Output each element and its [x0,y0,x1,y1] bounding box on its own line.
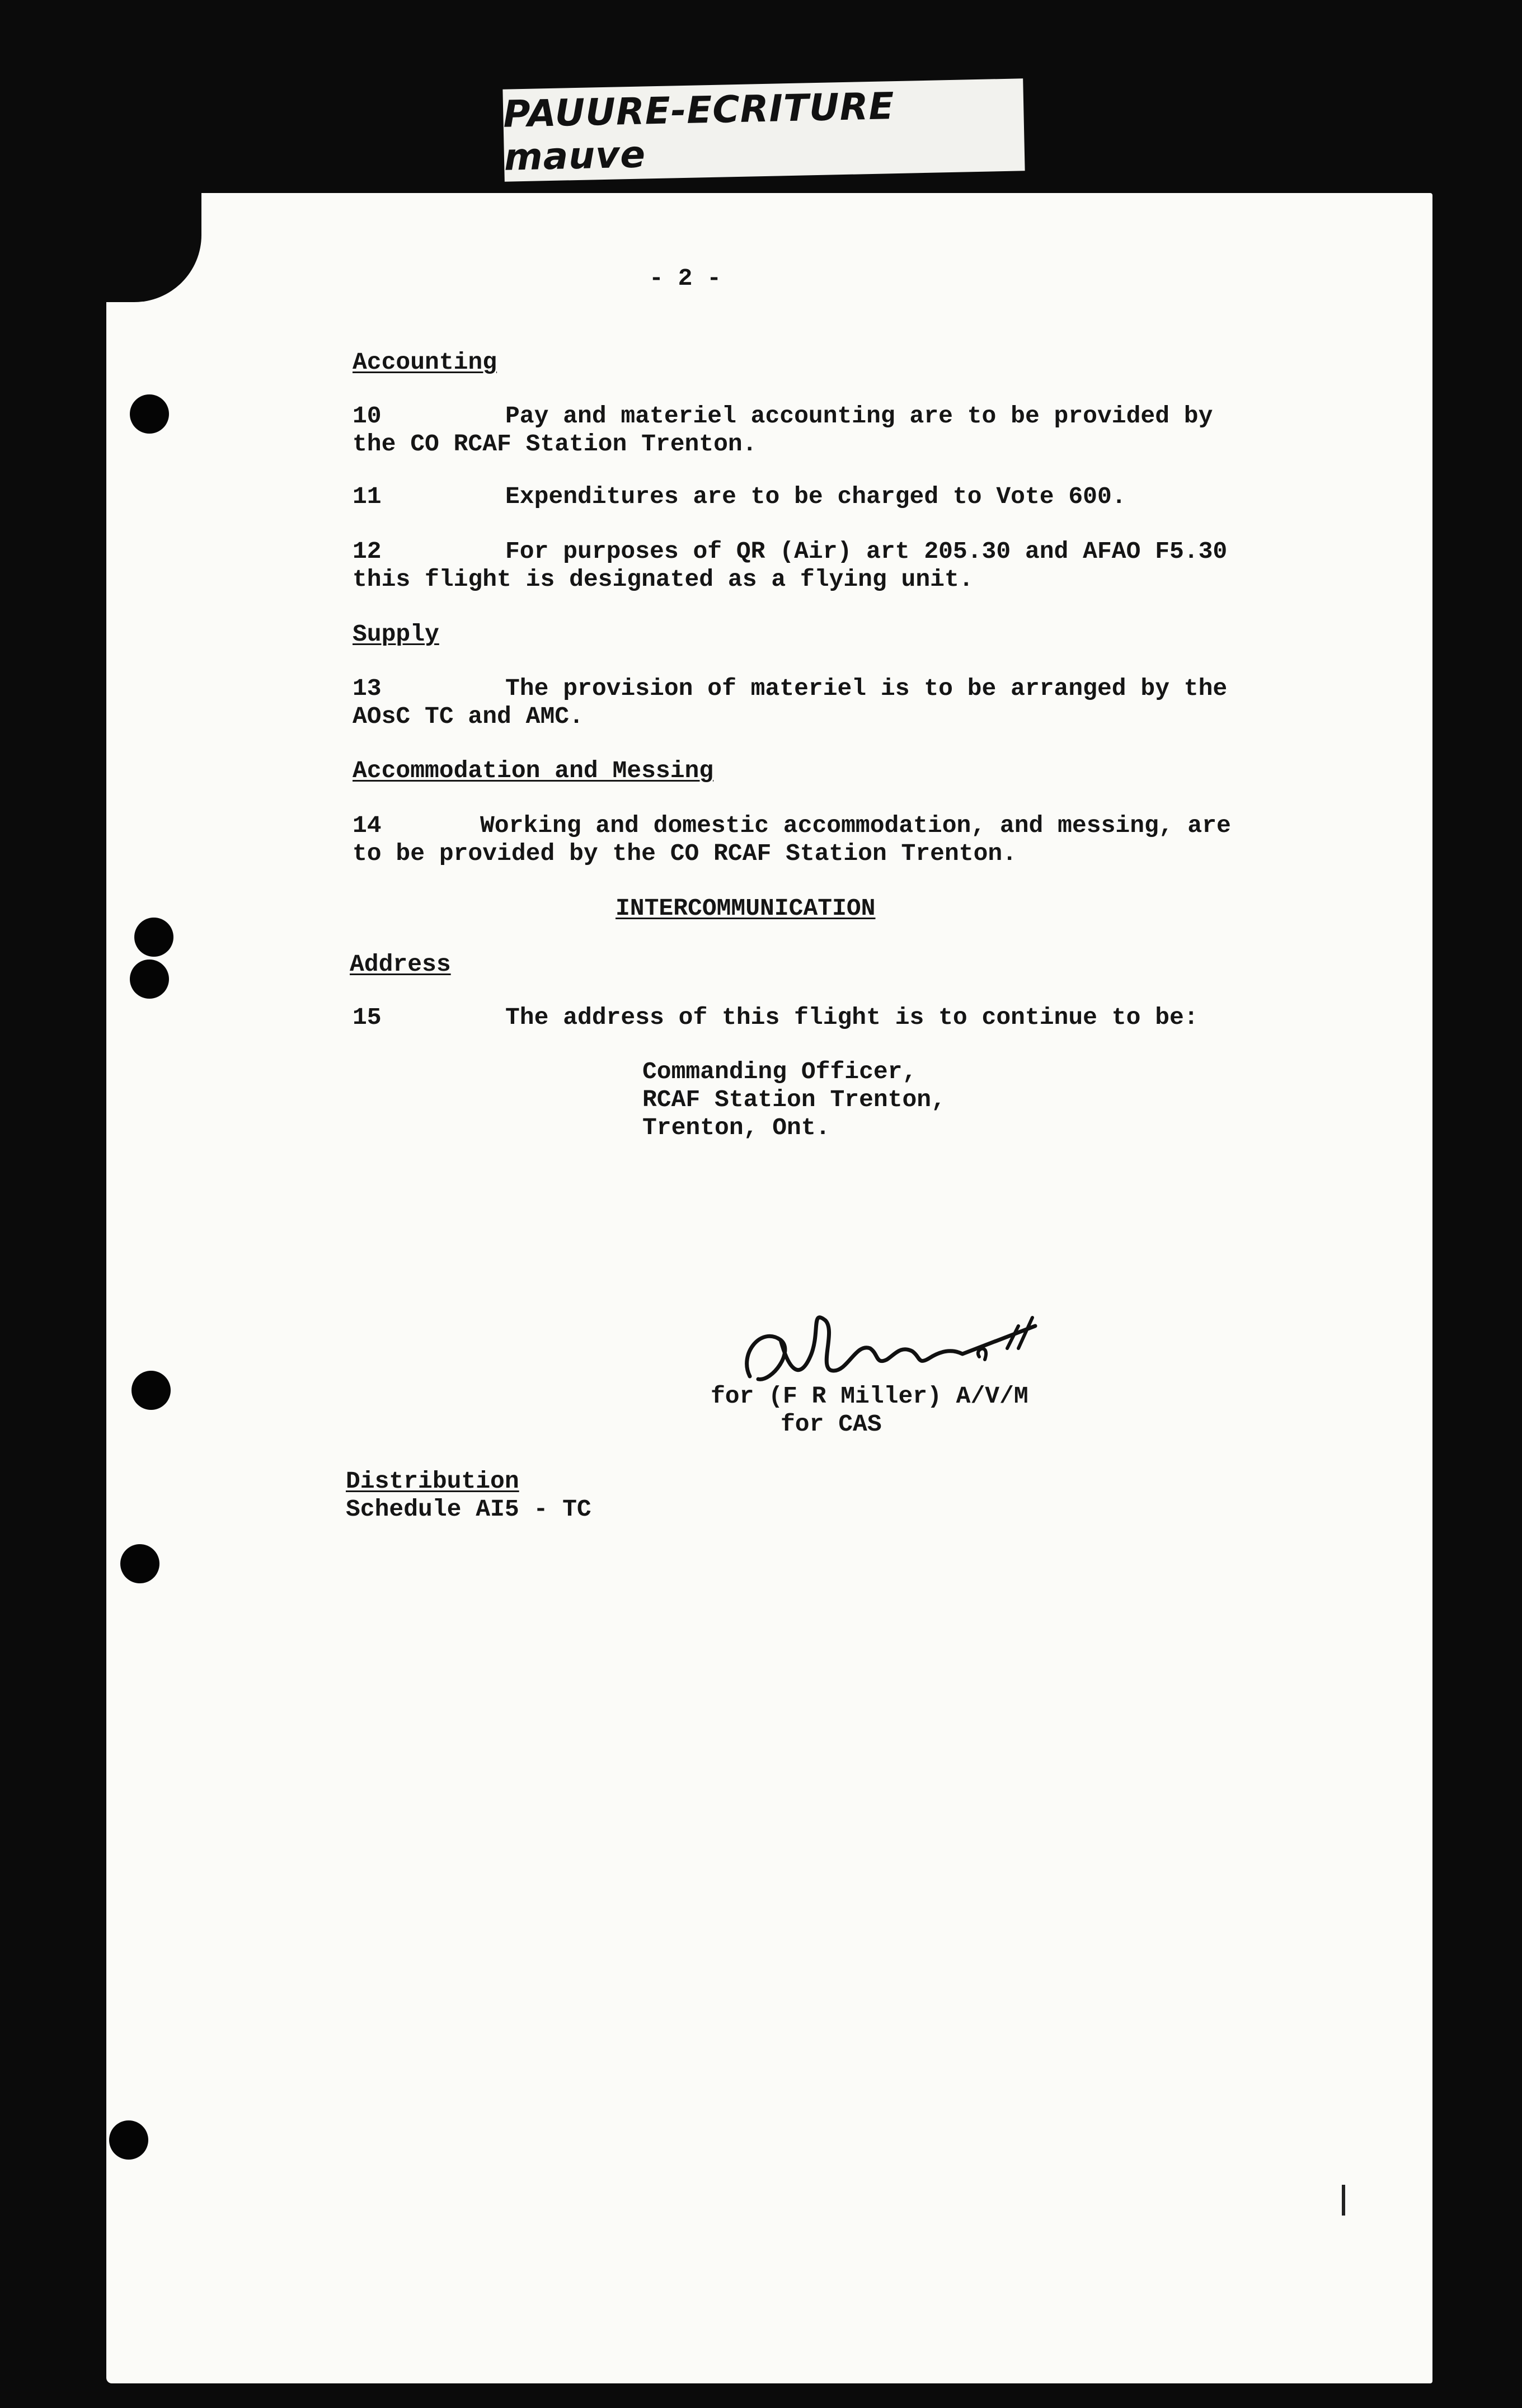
punch-hole [134,918,173,957]
para-10-number: 10 [353,402,382,430]
para-10-line2: the CO RCAF Station Trenton. [353,430,757,458]
heading-accommodation: Accommodation and Messing [353,757,714,784]
para-13-line2: AOsC TC and AMC. [353,703,584,730]
para-13-line1: The provision of materiel is to be arranged by the [505,675,1228,702]
heading-address: Address [350,951,451,978]
archive-label-text: PAUURE-ECRITURE mauve [502,84,895,179]
distribution-line: Schedule AI5 - TC [346,1495,591,1523]
punch-hole [130,394,169,434]
para-10-line1: Pay and materiel accounting are to be provided by [505,402,1213,430]
address-line-1: Commanding Officer, [642,1058,917,1085]
archive-label [502,78,1025,181]
punch-hole [131,1371,171,1410]
para-11-line1: Expenditures are to be charged to Vote 600. [505,483,1126,510]
address-line-2: RCAF Station Trenton, [642,1086,946,1113]
heading-intercommunication: INTERCOMMUNICATION [616,895,876,922]
address-line-3: Trenton, Ont. [642,1114,830,1141]
heading-supply: Supply [353,620,439,648]
para-14-number: 14 [353,812,382,839]
punch-hole [120,1544,159,1583]
para-13-number: 13 [353,675,382,702]
para-12-line1: For purposes of QR (Air) art 205.30 and AFAO F5.30 [505,538,1228,565]
heading-distribution: Distribution [346,1468,519,1495]
para-11-number: 11 [353,483,382,510]
para-14-line2: to be provided by the CO RCAF Station Trenton. [353,840,1017,867]
page-number: - 2 - [649,265,722,292]
signature-line-1: for (F R Miller) A/V/M [711,1382,1028,1410]
margin-mark [1342,2185,1345,2216]
para-14-line1: Working and domestic accommodation, and messing, are [480,812,1231,839]
para-12-line2: this flight is designated as a flying unit. [353,566,974,593]
heading-accounting: Accounting [353,349,497,376]
para-15-line1: The address of this flight is to continue to be: [505,1004,1199,1031]
signature-line-2: for CAS [781,1410,882,1438]
para-15-number: 15 [353,1004,382,1031]
para-12-number: 12 [353,538,382,565]
punch-hole [130,960,169,999]
punch-hole [109,2120,148,2160]
